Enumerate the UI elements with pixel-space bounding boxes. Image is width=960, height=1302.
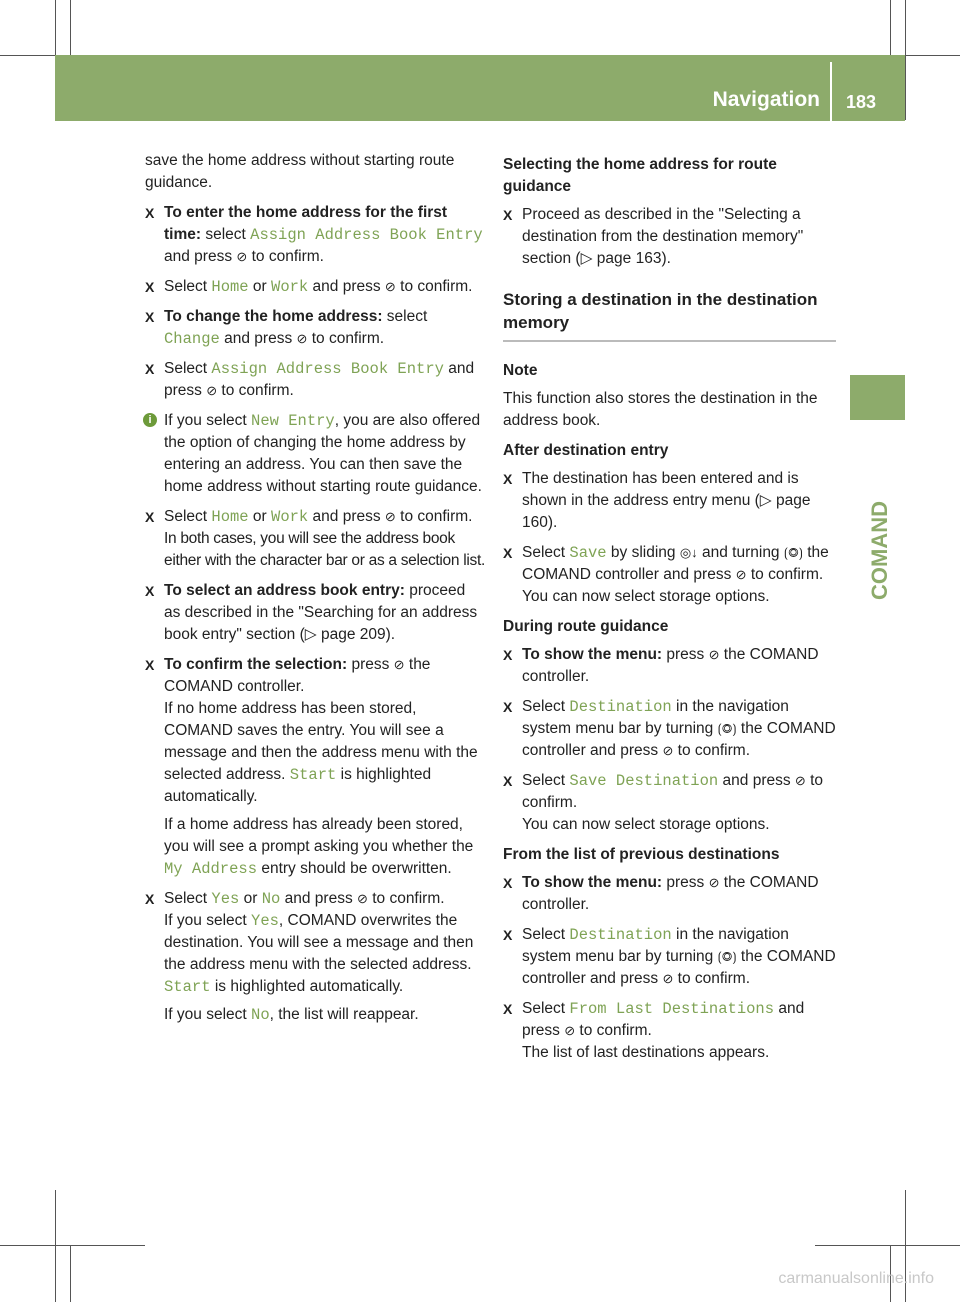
text: the COMAND controller. bbox=[164, 656, 431, 695]
text: and press bbox=[164, 248, 237, 265]
text: to confirm. bbox=[522, 772, 824, 811]
text: to confirm. bbox=[673, 970, 751, 987]
instruction-step bbox=[503, 204, 836, 270]
text: You can now select storage options. bbox=[522, 816, 770, 833]
press-controller-icon: ⊘ bbox=[662, 971, 674, 986]
step-lead: To confirm the selection: bbox=[164, 656, 348, 673]
instruction-step bbox=[145, 358, 485, 402]
menu-item-ref: Home bbox=[211, 508, 249, 526]
text: proceed as described in the "Searching for an address book entry" section (▷ page 209). bbox=[164, 582, 478, 643]
step-bullet: X bbox=[503, 1001, 513, 1017]
text: press bbox=[662, 646, 709, 663]
step-bullet: X bbox=[503, 647, 513, 663]
text: , the list will reappear. bbox=[269, 1006, 419, 1023]
text: press bbox=[347, 656, 394, 673]
text: or bbox=[239, 890, 262, 907]
paragraph: save the home address without starting route guidance. bbox=[145, 152, 455, 191]
press-controller-icon: ⊘ bbox=[357, 891, 368, 906]
text: Select bbox=[522, 698, 570, 715]
side-tab bbox=[850, 375, 905, 420]
text: to confirm. bbox=[247, 248, 324, 265]
crop-mark bbox=[0, 1245, 145, 1246]
text: the COMAND controller and press bbox=[522, 720, 836, 759]
menu-item-ref: Yes bbox=[251, 912, 279, 930]
turn-controller-icon: ⟮◎⟯ bbox=[717, 721, 737, 736]
step-bullet: X bbox=[145, 361, 155, 377]
press-controller-icon: ⊘ bbox=[735, 567, 747, 582]
slide-controller-icon: ◎↓ bbox=[679, 545, 698, 560]
text: Select bbox=[522, 544, 570, 561]
text: and press bbox=[280, 890, 357, 907]
menu-item-ref: Work bbox=[271, 278, 309, 296]
text: to confirm. bbox=[575, 1022, 652, 1039]
press-controller-icon: ⊘ bbox=[393, 657, 405, 672]
press-controller-icon: ⊘ bbox=[794, 773, 806, 788]
text: is highlighted automatically. bbox=[164, 766, 432, 805]
step-bullet: X bbox=[145, 309, 155, 325]
step-bullet: X bbox=[145, 583, 155, 599]
step-bullet: X bbox=[145, 509, 155, 525]
text: or bbox=[248, 278, 272, 295]
crop-mark bbox=[815, 1245, 960, 1246]
turn-controller-icon: ⟮◎⟯ bbox=[717, 949, 737, 964]
text: select bbox=[382, 308, 428, 325]
step-lead: To enter the home address for the first time: bbox=[164, 204, 448, 243]
instruction-step bbox=[503, 542, 836, 608]
text: in the navigation system menu bar by turning bbox=[522, 698, 789, 737]
instruction-step bbox=[145, 276, 485, 298]
info-note bbox=[145, 410, 485, 498]
text: the COMAND controller and press bbox=[522, 544, 829, 583]
text: in the navigation system menu bar by turning bbox=[522, 926, 789, 965]
text: entry should be overwritten. bbox=[257, 860, 452, 877]
turn-controller-icon: ⟮◎⟯ bbox=[783, 545, 803, 560]
menu-item-ref: New Entry bbox=[251, 412, 335, 430]
crop-mark bbox=[905, 0, 906, 120]
instruction-step bbox=[503, 924, 836, 990]
press-controller-icon: ⊘ bbox=[206, 383, 218, 398]
step-bullet: X bbox=[145, 279, 155, 295]
text: If you select bbox=[164, 412, 252, 429]
menu-item-ref: Destination bbox=[569, 698, 672, 716]
step-lead: To show the menu: bbox=[522, 646, 663, 663]
menu-item-ref: Destination bbox=[569, 926, 672, 944]
text: The destination has been entered and is shown in the address entry menu (▷ page 160). bbox=[522, 470, 811, 531]
side-tab-label: COMAND bbox=[867, 501, 892, 600]
instruction-step bbox=[145, 888, 485, 1026]
step-bullet: X bbox=[503, 927, 513, 943]
text: and press bbox=[718, 772, 795, 789]
press-controller-icon: ⊘ bbox=[236, 249, 248, 264]
menu-item-ref: Change bbox=[164, 330, 220, 348]
text: to confirm. bbox=[746, 566, 824, 583]
instruction-step bbox=[503, 872, 836, 916]
text: and press bbox=[164, 360, 475, 399]
press-controller-icon: ⊘ bbox=[708, 647, 720, 662]
text: If no home address has been stored, COMAND saves the entry. You will see a message and then the address menu with the selected address. bbox=[164, 700, 478, 783]
step-bullet: X bbox=[503, 545, 513, 561]
page-number: 183 bbox=[846, 92, 877, 112]
left-column bbox=[145, 150, 485, 1034]
text: select bbox=[201, 226, 251, 243]
menu-item-ref: Home bbox=[211, 278, 249, 296]
text: to confirm. bbox=[395, 508, 473, 525]
info-icon: i bbox=[143, 413, 157, 427]
step-bullet: X bbox=[503, 773, 513, 789]
instruction-step bbox=[145, 654, 485, 880]
text: and turning bbox=[697, 544, 784, 561]
press-controller-icon: ⊘ bbox=[384, 509, 396, 524]
section-heading: Storing a destination in the destination memory bbox=[503, 288, 836, 342]
press-controller-icon: ⊘ bbox=[662, 743, 674, 758]
press-controller-icon: ⊘ bbox=[708, 875, 720, 890]
text: to confirm. bbox=[217, 382, 294, 399]
menu-item-ref: From Last Destinations bbox=[569, 1000, 775, 1018]
subheading: Selecting the home address for route guidance bbox=[503, 156, 777, 195]
text: the COMAND controller and press bbox=[522, 948, 836, 987]
subheading: After destination entry bbox=[503, 442, 669, 459]
step-bullet: X bbox=[145, 205, 155, 221]
text: the COMAND controller. bbox=[522, 874, 819, 913]
text: to confirm. bbox=[673, 742, 751, 759]
subheading: From the list of previous destinations bbox=[503, 846, 780, 863]
text: You can now select storage options. bbox=[522, 588, 770, 605]
text: and press bbox=[522, 1000, 805, 1039]
menu-item-ref: Start bbox=[289, 766, 337, 784]
text: is highlighted automatically. bbox=[210, 978, 404, 995]
press-controller-icon: ⊘ bbox=[296, 331, 308, 346]
crop-mark bbox=[55, 1190, 56, 1302]
step-lead: To change the home address: bbox=[164, 308, 383, 325]
subheading: Note bbox=[503, 362, 538, 379]
text: or bbox=[248, 508, 272, 525]
instruction-step bbox=[145, 202, 485, 268]
instruction-step bbox=[503, 998, 836, 1064]
text: Select bbox=[164, 278, 212, 295]
instruction-step bbox=[503, 468, 836, 534]
header-divider bbox=[830, 62, 832, 121]
menu-item-ref: Work bbox=[271, 508, 309, 526]
instruction-step bbox=[503, 644, 836, 688]
text: to confirm. bbox=[307, 330, 385, 347]
text: Select bbox=[164, 890, 212, 907]
text: the COMAND controller. bbox=[522, 646, 819, 685]
side-tab-label-wrap bbox=[857, 420, 897, 600]
step-lead: To select an address book entry: bbox=[164, 582, 405, 599]
instruction-step bbox=[145, 580, 485, 646]
text: to confirm. bbox=[395, 278, 473, 295]
menu-item-ref: Save Destination bbox=[569, 772, 719, 790]
menu-item-ref: Yes bbox=[211, 890, 240, 908]
menu-item-ref: My Address bbox=[164, 860, 258, 878]
text: Select bbox=[164, 508, 212, 525]
text: If a home address has already been stored, you will see a prompt asking you whether the bbox=[164, 816, 474, 855]
text: , COMAND overwrites the destination. You will see a message and then the address menu with the selected address. bbox=[164, 912, 474, 973]
step-bullet: X bbox=[503, 471, 513, 487]
paragraph: This function also stores the destination in the address book. bbox=[503, 390, 818, 429]
text: and press bbox=[308, 508, 385, 525]
text: press bbox=[662, 874, 709, 891]
press-controller-icon: ⊘ bbox=[384, 279, 396, 294]
menu-item-ref: Save bbox=[569, 544, 607, 562]
text: The list of last destinations appears. bbox=[522, 1044, 770, 1061]
text: by sliding bbox=[606, 544, 680, 561]
crop-mark bbox=[70, 0, 71, 55]
menu-item-ref: Assign Address Book Entry bbox=[211, 360, 444, 378]
section-title: Navigation bbox=[712, 88, 820, 111]
subheading: During route guidance bbox=[503, 618, 669, 635]
menu-item-ref: No bbox=[251, 1006, 270, 1024]
text: Proceed as described in the "Selecting a destination from the destination memory" section (▷ page 163). bbox=[522, 206, 804, 267]
step-bullet: X bbox=[145, 657, 155, 673]
text: In both cases, you will see the address book either with the character bar or as a selection list. bbox=[164, 530, 485, 569]
step-bullet: X bbox=[503, 875, 513, 891]
text: to confirm. bbox=[367, 890, 445, 907]
text: If you select bbox=[164, 1006, 252, 1023]
text: If you select bbox=[164, 912, 252, 929]
press-controller-icon: ⊘ bbox=[564, 1023, 576, 1038]
menu-item-ref: Start bbox=[164, 978, 211, 996]
crop-mark bbox=[890, 0, 891, 55]
instruction-step bbox=[503, 770, 836, 836]
text: and press bbox=[308, 278, 385, 295]
step-lead: To show the menu: bbox=[522, 874, 663, 891]
watermark[interactable]: carmanualsonline.info bbox=[778, 1270, 934, 1287]
menu-item-ref: No bbox=[261, 890, 281, 908]
text: and press bbox=[219, 330, 297, 347]
menu-item-ref: Assign Address Book Entry bbox=[250, 226, 483, 244]
text: Select bbox=[164, 360, 212, 377]
crop-mark bbox=[70, 1245, 71, 1302]
text: Select bbox=[522, 772, 570, 789]
text: Select bbox=[522, 926, 570, 943]
step-bullet: X bbox=[145, 891, 155, 907]
text: , you are also offered the option of changing the home address by entering an address. You can then save the home address without starting route guidance. bbox=[164, 412, 482, 495]
right-column bbox=[503, 150, 836, 1072]
step-bullet: X bbox=[503, 207, 513, 223]
text: Select bbox=[522, 1000, 570, 1017]
step-bullet: X bbox=[503, 699, 513, 715]
instruction-step bbox=[503, 696, 836, 762]
instruction-step bbox=[145, 306, 485, 350]
instruction-step bbox=[145, 506, 485, 572]
